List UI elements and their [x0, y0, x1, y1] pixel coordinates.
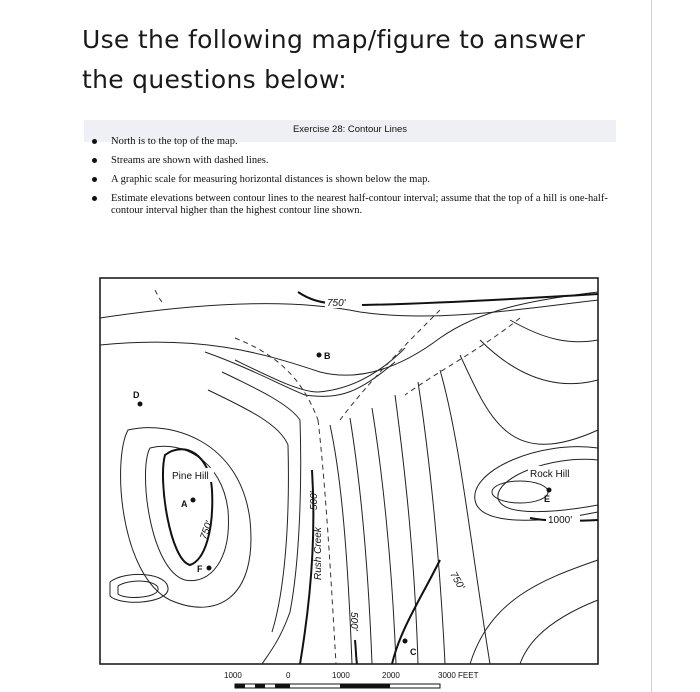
point-a-label: A [181, 499, 188, 509]
scale-bar [235, 684, 440, 688]
contour-label-rock-hill: 1000' [548, 515, 573, 526]
contour-line [205, 352, 395, 396]
contour-label-creek-bottom: 500' [348, 612, 359, 631]
index-contour [355, 640, 357, 664]
stream-line [340, 310, 440, 420]
point-c-label: C [410, 647, 417, 657]
contour-line [460, 355, 598, 444]
point-f-marker [207, 566, 212, 571]
contour-line [118, 581, 158, 597]
contour-line [372, 408, 396, 664]
scale-segment [255, 684, 265, 688]
index-contour [298, 292, 328, 303]
contour-line [110, 574, 168, 602]
scale-tick-label: 1000 [332, 671, 350, 680]
contour-line [440, 370, 490, 664]
point-a-marker [191, 498, 196, 503]
stream-line [405, 318, 520, 395]
contour-line [145, 446, 228, 580]
scale-tick-label: 1000 [224, 671, 242, 680]
scale-segment [235, 684, 245, 688]
instruction-text: A graphic scale for measuring horizontal distances is shown below the map. [111, 174, 430, 185]
point-c-marker [403, 639, 408, 644]
contour-line [510, 320, 598, 342]
point-e-label: E [544, 494, 551, 504]
contour-line [418, 382, 445, 664]
index-contour [362, 294, 598, 305]
exercise-title: Exercise 28: Contour Lines [292, 124, 408, 135]
contour-line [470, 560, 598, 664]
stream-name: Rush Creek [313, 527, 324, 580]
point-e-marker [547, 488, 552, 493]
instruction-text: Estimate elevations between contour lines to the nearest half-contour interval; assume that the top of a hill is one-half-contour interval higher than the highest contour line shown. [111, 193, 608, 216]
contour-line [222, 372, 301, 664]
contour-label-top: 750' [327, 298, 346, 309]
point-d-marker [138, 402, 143, 407]
point-b-label: B [324, 351, 331, 361]
scale-tick-label: 0 [286, 671, 291, 680]
scale-tick-label: 3000 FEET [438, 671, 479, 680]
heading-line-1: Use the following map/figure to answer [82, 25, 586, 54]
point-b-marker [317, 353, 322, 358]
rock-hill-name: Rock Hill [530, 469, 570, 480]
contour-line [520, 600, 598, 664]
heading-line-2: the questions below: [82, 65, 347, 94]
pine-hill-name: Pine Hill [172, 471, 209, 482]
contour-line [480, 340, 598, 384]
point-f-label: F [197, 564, 203, 574]
stream-line [235, 338, 318, 420]
instruction-text: Streams are shown with dashed lines. [111, 155, 269, 166]
instruction-text: North is to the top of the map. [111, 136, 238, 147]
scale-segment [275, 684, 290, 688]
point-d-label: D [133, 390, 140, 400]
stream-line [155, 290, 162, 302]
contour-label-creek-left: 500' [309, 491, 320, 510]
contour-label-pine-hill: 750' [198, 519, 216, 542]
index-contour [163, 449, 212, 565]
contour-line [492, 481, 551, 504]
graphic-scale [224, 671, 479, 688]
scale-tick-label: 2000 [382, 671, 400, 680]
contour-label-right-middle: 750' [447, 570, 467, 592]
scale-segment [340, 684, 390, 688]
